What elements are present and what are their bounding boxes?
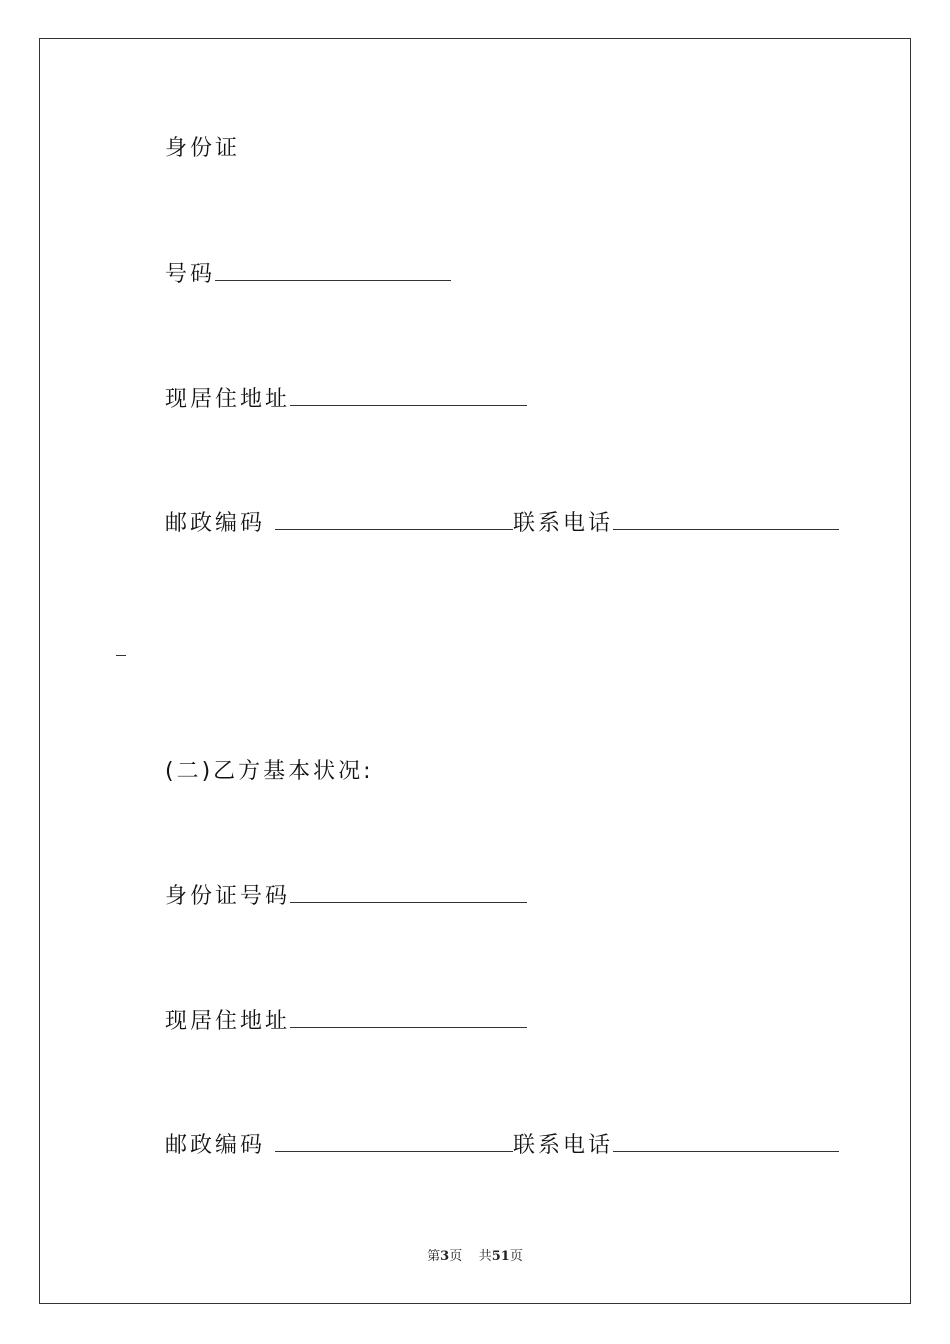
party-b-section-title [165, 757, 374, 787]
party-b-id-label: 身份证号码 [165, 884, 291, 909]
party-a-id-number-field[interactable] [215, 258, 451, 281]
footer-page-unit: 页 [449, 1249, 463, 1264]
party-b-postal-label: 邮政编码 [165, 1133, 266, 1158]
party-a-address-field[interactable] [290, 383, 527, 406]
footer-total-pages: 51 [491, 1249, 510, 1264]
party-b-phone-label: 联系电话 [513, 1133, 614, 1158]
party-a-postal-field[interactable] [275, 507, 513, 530]
page-footer [0, 1247, 950, 1267]
party-b-address-field[interactable] [290, 1005, 527, 1028]
party-a-address-row [165, 383, 527, 413]
party-b-postal-field[interactable] [275, 1129, 513, 1152]
party-a-id-number-label: 号码 [165, 262, 216, 287]
party-b-section-title-text: (二)乙方基本状况: [165, 759, 374, 784]
party-a-phone-label: 联系电话 [513, 511, 614, 536]
party-a-contact-row [165, 507, 839, 537]
party-a-id-label-text: 身份证 [165, 136, 241, 161]
page-border [39, 38, 911, 1304]
separator-mark [116, 655, 126, 656]
footer-total-prefix: 共 [478, 1249, 492, 1264]
footer-total-unit: 页 [509, 1249, 523, 1264]
party-b-id-field[interactable] [290, 880, 527, 903]
footer-current-page: 3 [440, 1249, 450, 1264]
party-b-id-row [165, 880, 527, 910]
party-b-address-row [165, 1005, 527, 1035]
party-a-phone-field[interactable] [613, 507, 839, 530]
party-a-address-label: 现居住地址 [165, 387, 291, 412]
party-a-id-number-row [165, 258, 451, 288]
party-b-contact-row [165, 1129, 839, 1159]
party-a-postal-label: 邮政编码 [165, 511, 266, 536]
footer-prefix: 第 [427, 1249, 441, 1264]
party-b-phone-field[interactable] [613, 1129, 839, 1152]
party-b-address-label: 现居住地址 [165, 1009, 291, 1034]
party-a-id-label-line1 [165, 134, 240, 164]
